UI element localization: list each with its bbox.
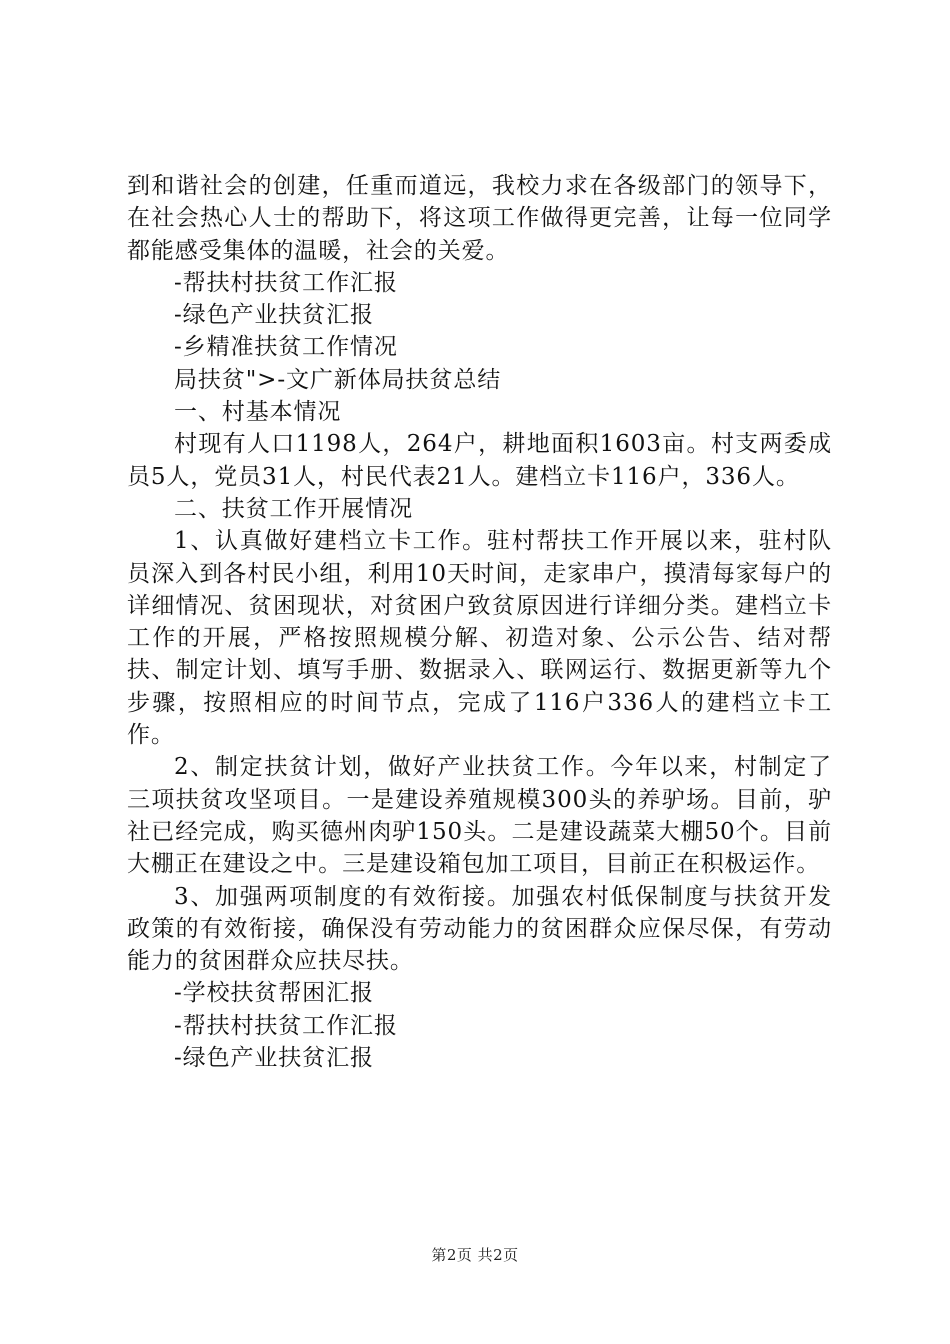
paragraph-7: 村现有人口1198人，264户，耕地面积1603亩。村支两委成员5人，党员31人，村民代表21人。建档立卡116户，336人。 [127,431,832,490]
section-heading-2: 二、扶贫工作开展情况 [174,495,413,522]
paragraph-4: -乡精准扶贫工作情况 [174,334,398,361]
paragraph-13: -帮扶村扶贫工作汇报 [174,1012,398,1039]
paragraph-11: 3、加强两项制度的有效衔接。加强农村低保制度与扶贫开发政策的有效衔接，确保没有劳动能力的贫困群众应保尽保，有劳动能力的贫困群众应扶尽扶。 [127,883,832,975]
page-number-footer: 第2页 共2页 [431,1246,519,1264]
paragraph-5: 局扶贫">-文广新体局扶贫总结 [174,366,502,393]
paragraph-9: 1、认真做好建档立卡工作。驻村帮扶工作开展以来，驻村队员深入到各村民小组，利用10天时间，走家串户，摸清每家每户的详细情况、贫困现状，对贫困户致贫原因进行详细分类。建档立卡工作的开展，严格按照规模分解、初造对象、公示公告、结对帮扶、制定计划、填写手册、数据录入、联网运行、数据更新等九个步骤，按照相应的时间节点，完成了116户336人的建档立卡工作。 [127,528,832,749]
paragraph-12: -学校扶贫帮困汇报 [174,980,374,1007]
section-heading-1: 一、村基本情况 [174,399,342,426]
paragraph-14: -绿色产业扶贫汇报 [174,1045,374,1072]
paragraph-3: -绿色产业扶贫汇报 [174,302,374,329]
paragraph-10: 2、制定扶贫计划，做好产业扶贫工作。今年以来，村制定了三项扶贫攻坚项目。一是建设养殖规模300头的养驴场。目前，驴社已经完成，购买德州肉驴150头。二是建设蔬菜大棚50个。目前大棚正在建设之中。三是建设箱包加工项目，目前正在积极运作。 [127,754,832,878]
paragraph-2: -帮扶村扶贫工作汇报 [174,269,398,296]
document-body [127,170,832,1074]
paragraph-1: 到和谐社会的创建，任重而道远，我校力求在各级部门的领导下，在社会热心人士的帮助下，将这项工作做得更完善，让每一位同学都能感受集体的温暖，社会的关爱。 [127,173,832,264]
